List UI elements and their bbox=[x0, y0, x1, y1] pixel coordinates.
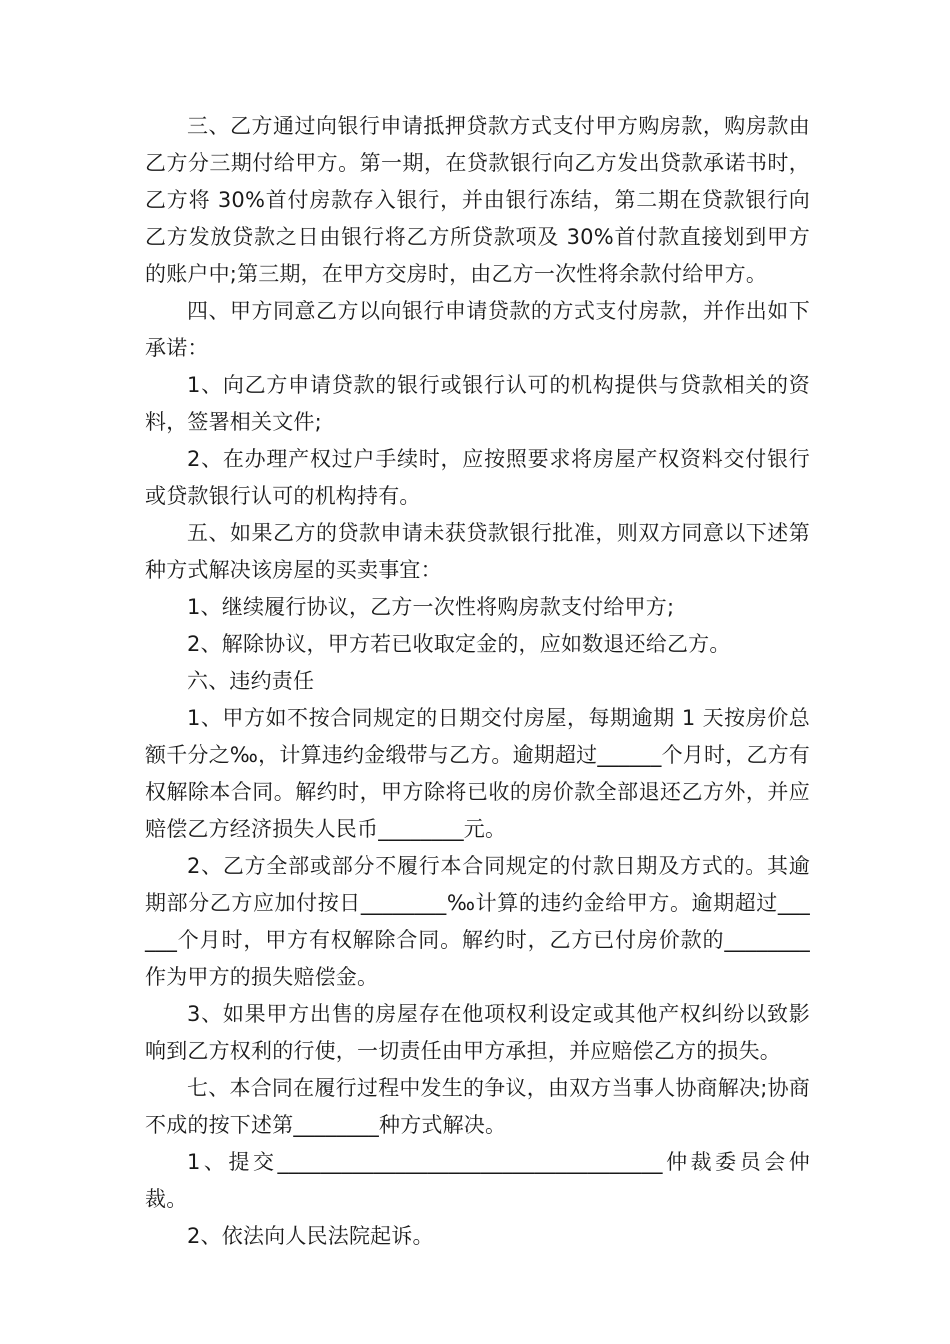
clause-6-item-1: 1、甲方如不按合同规定的日期交付房屋，每期逾期 1 天按房价总额千分之‰，计算违约金缎带与乙方。逾期超过______个月时，乙方有权解除本合同。解约时，甲方除将已收的房价款全部退还乙方外，并应赔偿乙方经济损失人民币________元。 bbox=[145, 706, 810, 841]
clause-7-item-1: 1、提交____________________________________仲裁委员会仲裁。 bbox=[145, 1150, 810, 1211]
document-body bbox=[145, 108, 810, 1255]
clause-7-disputes: 七、本合同在履行过程中发生的争议，由双方当事人协商解决;协商不成的按下述第________种方式解决。 bbox=[145, 1076, 810, 1137]
clause-7-item-2: 2、依法向人民法院起诉。 bbox=[187, 1224, 434, 1248]
clause-5-loan-rejected: 五、如果乙方的贷款申请未获贷款银行批准，则双方同意以下述第种方式解决该房屋的买卖事宜： bbox=[145, 521, 810, 582]
clause-4-item-2: 2、在办理产权过户手续时，应按照要求将房屋产权资料交付银行或贷款银行认可的机构持有。 bbox=[145, 447, 810, 508]
clause-6-item-3: 3、如果甲方出售的房屋存在他项权利设定或其他产权纠纷以致影响到乙方权利的行使，一切责任由甲方承担，并应赔偿乙方的损失。 bbox=[145, 1002, 810, 1063]
clause-6-item-2: 2、乙方全部或部分不履行本合同规定的付款日期及方式的。其逾期部分乙方应加付按日________‰计算的违约金给甲方。逾期超过______个月时，甲方有权解除合同。解约时，乙方已付房价款的________作为甲方的损失赔偿金。 bbox=[145, 854, 810, 989]
clause-6-heading: 六、违约责任 bbox=[187, 669, 315, 693]
clause-5-item-2: 2、解除协议，甲方若已收取定金的，应如数退还给乙方。 bbox=[187, 632, 731, 656]
clause-5-item-1: 1、继续履行协议，乙方一次性将购房款支付给甲方; bbox=[187, 595, 675, 619]
clause-4-item-1: 1、向乙方申请贷款的银行或银行认可的机构提供与贷款相关的资料，签署相关文件; bbox=[145, 373, 810, 434]
clause-3-payment: 三、乙方通过向银行申请抵押贷款方式支付甲方购房款，购房款由乙方分三期付给甲方。第一期，在贷款银行向乙方发出贷款承诺书时，乙方将 30%首付房款存入银行，并由银行冻结，第二期在贷款银行向乙方发放贷款之日由银行将乙方所贷款项及 30%首付款直接划到甲方的账户中;第三期，在甲方交房时，由乙方一次性将余款付给甲方。 bbox=[145, 114, 810, 286]
clause-4-seller-consent: 四、甲方同意乙方以向银行申请贷款的方式支付房款，并作出如下承诺： bbox=[145, 299, 810, 360]
